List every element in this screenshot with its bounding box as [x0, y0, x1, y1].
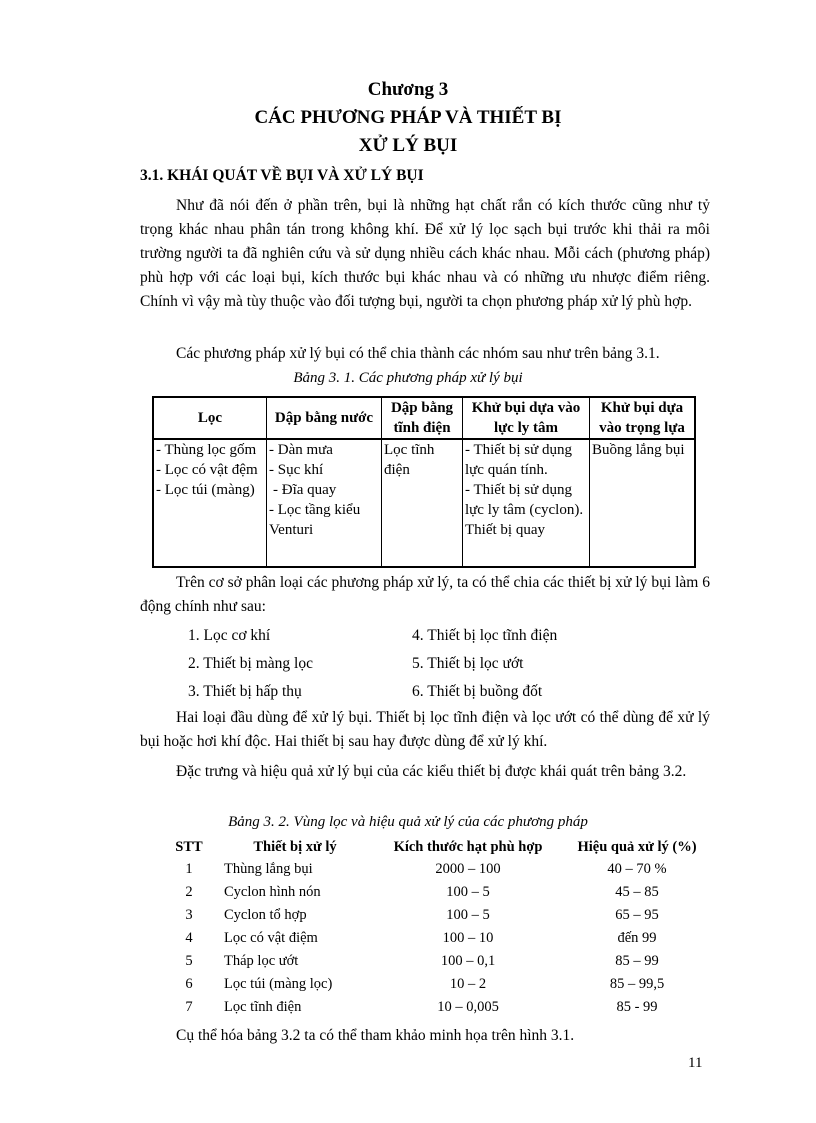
table1-item: Buồng lắng bụi — [592, 442, 685, 458]
table1-cell-water — [267, 439, 382, 567]
paragraph-figure-ref: Cụ thể hóa bảng 3.2 ta có thể tham khảo minh họa trên hình 3.1. — [176, 1027, 575, 1044]
list-item: 2. Thiết bị màng lọc — [188, 655, 313, 672]
table2-cell: 10 – 2 — [449, 976, 487, 992]
table2-cell: Cyclon tổ hợp — [224, 907, 307, 923]
chapter-title-line: CÁC PHƯƠNG PHÁP VÀ THIẾT BỊ — [254, 107, 562, 128]
table2-header: Hiệu quả xử lý (%) — [577, 838, 697, 855]
table-row — [168, 950, 718, 973]
table2-cell: Lọc túi (màng lọc) — [224, 976, 333, 992]
table1-item: - Đĩa quay — [273, 482, 337, 498]
efficiency-table — [168, 836, 718, 1019]
chapter-title-line: XỬ LÝ BỤI — [358, 135, 458, 156]
table2-cell: 2000 – 100 — [435, 861, 501, 877]
table1-item: - Lọc tầng kiểu Venturi — [269, 502, 361, 538]
table1-item: Lọc tĩnh điện — [384, 442, 435, 478]
table1-header: Dập bằng nước — [267, 397, 382, 439]
paragraph-classification: Trên cơ sở phân loại các phương pháp xử lý, ta có thể chia các thiết bị xử lý bụi làm 6 động chính như sau: — [140, 574, 710, 615]
methods-table — [152, 396, 696, 568]
table2-cell: Tháp lọc ướt — [224, 953, 299, 969]
table2-cell: 100 – 5 — [446, 884, 490, 900]
table1-header: Khử bụi dựa vào trọng lựa — [590, 397, 696, 439]
list-item: 3. Thiết bị hấp thụ — [188, 683, 302, 700]
table1-cell-gravity — [590, 439, 696, 567]
table2-cell: 1 — [185, 861, 193, 877]
table-row — [168, 881, 718, 904]
chapter-number: Chương 3 — [367, 79, 449, 100]
table2-cell: 85 - 99 — [616, 999, 658, 1015]
table2-cell: 10 – 0,005 — [437, 999, 499, 1015]
table1-item: - Dàn mưa — [269, 442, 333, 458]
table1-caption: Bảng 3. 1. Các phương pháp xử lý bụi — [293, 370, 523, 386]
table1-cell-electrostatic — [382, 439, 463, 567]
table2-cell: Thùng lắng bụi — [224, 861, 313, 877]
table-row — [168, 904, 718, 927]
table2-cell: 100 – 0,1 — [440, 953, 496, 969]
paragraph-intro: Như đã nói đến ở phần trên, bụi là những hạt chất rắn có kích thước cũng như tỷ trọng khác nhau phân tán trong không khí. Để xử lý lọc sạch bụi trước khi thải ra môi trường người ta đã nghiên cứu và sử dụng nhiều cách khác nhau. Mỗi cách (phương pháp) phù hợp với các loại bụi, kích thước bụi khác nhau và có những ưu nhược điểm riêng. Chính vì vậy mà tùy thuộc vào đối tượng bụi, người ta chọn phương pháp xử lý phù hợp. — [140, 197, 710, 310]
table1-cell-loc — [153, 439, 267, 567]
paragraph-table-ref: Các phương pháp xử lý bụi có thể chia thành các nhóm sau như trên bảng 3.1. — [176, 345, 660, 362]
table2-cell: Lọc có vật điệm — [224, 930, 318, 946]
table1-item: - Lọc có vật đệm — [156, 462, 258, 478]
table2-cell: 45 – 85 — [615, 884, 659, 900]
list-item: 6. Thiết bị buồng đốt — [412, 683, 543, 700]
table2-cell: 100 – 10 — [442, 930, 494, 946]
table2-header: Kích thước hạt phù hợp — [393, 838, 543, 855]
device-list — [188, 622, 557, 706]
table1-item: - Thiết bị sử dụng lực ly tâm (cyclon). — [465, 482, 584, 518]
table2-cell: 7 — [185, 999, 193, 1015]
table2-cell: 5 — [185, 953, 193, 969]
table2-cell: 85 – 99,5 — [609, 976, 665, 992]
list-item: 1. Lọc cơ khí — [188, 627, 271, 644]
table2-cell: 4 — [185, 930, 193, 946]
table2-header: Thiết bị xử lý — [253, 838, 337, 855]
table2-caption: Bảng 3. 2. Vùng lọc và hiệu quả xử lý của các phương pháp — [228, 814, 588, 830]
table1-item: - Sục khí — [269, 462, 324, 478]
table2-cell: 3 — [185, 907, 193, 923]
table1-header: Lọc — [153, 397, 267, 439]
table1-header: Khử bụi dựa vào lực ly tâm — [463, 397, 590, 439]
table2-cell: Cyclon hình nón — [224, 884, 321, 900]
list-item: 5. Thiết bị lọc ướt — [412, 655, 524, 672]
table2-header: STT — [175, 838, 203, 855]
table1-header: Dập bằng tĩnh điện — [382, 397, 463, 439]
table2-cell: 6 — [185, 976, 193, 992]
table2-cell: 40 – 70 % — [607, 861, 667, 877]
table2-cell: 2 — [185, 884, 193, 900]
page-number: 11 — [688, 1055, 703, 1071]
table-row — [168, 996, 718, 1019]
paragraph-usage: Hai loại đầu dùng để xử lý bụi. Thiết bị lọc tĩnh điện và lọc ướt có thể dùng để xử lý bụi hoặc hơi khí độc. Hai thiết bị sau hay được dùng để xử lý khí. — [140, 709, 710, 750]
table1-item: - Lọc túi (màng) — [156, 482, 255, 498]
table-row — [168, 973, 718, 996]
list-item: 4. Thiết bị lọc tĩnh điện — [412, 627, 558, 644]
paragraph-characteristics: Đặc trưng và hiệu quả xử lý bụi của các kiểu thiết bị được khái quát trên bảng 3.2. — [176, 763, 687, 780]
table-row — [168, 927, 718, 950]
table2-cell: 100 – 5 — [446, 907, 490, 923]
table2-cell: Lọc tĩnh điện — [224, 999, 302, 1015]
table1-item: - Thùng lọc gốm — [156, 442, 257, 458]
table2-cell: 65 – 95 — [615, 907, 659, 923]
table2-cell: 85 – 99 — [615, 953, 659, 969]
table1-cell-centrifugal — [463, 439, 590, 567]
section-heading: 3.1. KHÁI QUÁT VỀ BỤI VÀ XỬ LÝ BỤI — [140, 167, 424, 184]
table-row — [168, 858, 718, 881]
chapter-title — [0, 76, 816, 160]
table1-item: - Thiết bị sử dụng lực quán tính. — [465, 442, 573, 478]
table1-item: Thiết bị quay — [465, 522, 545, 538]
table2-cell: đến 99 — [617, 930, 657, 946]
